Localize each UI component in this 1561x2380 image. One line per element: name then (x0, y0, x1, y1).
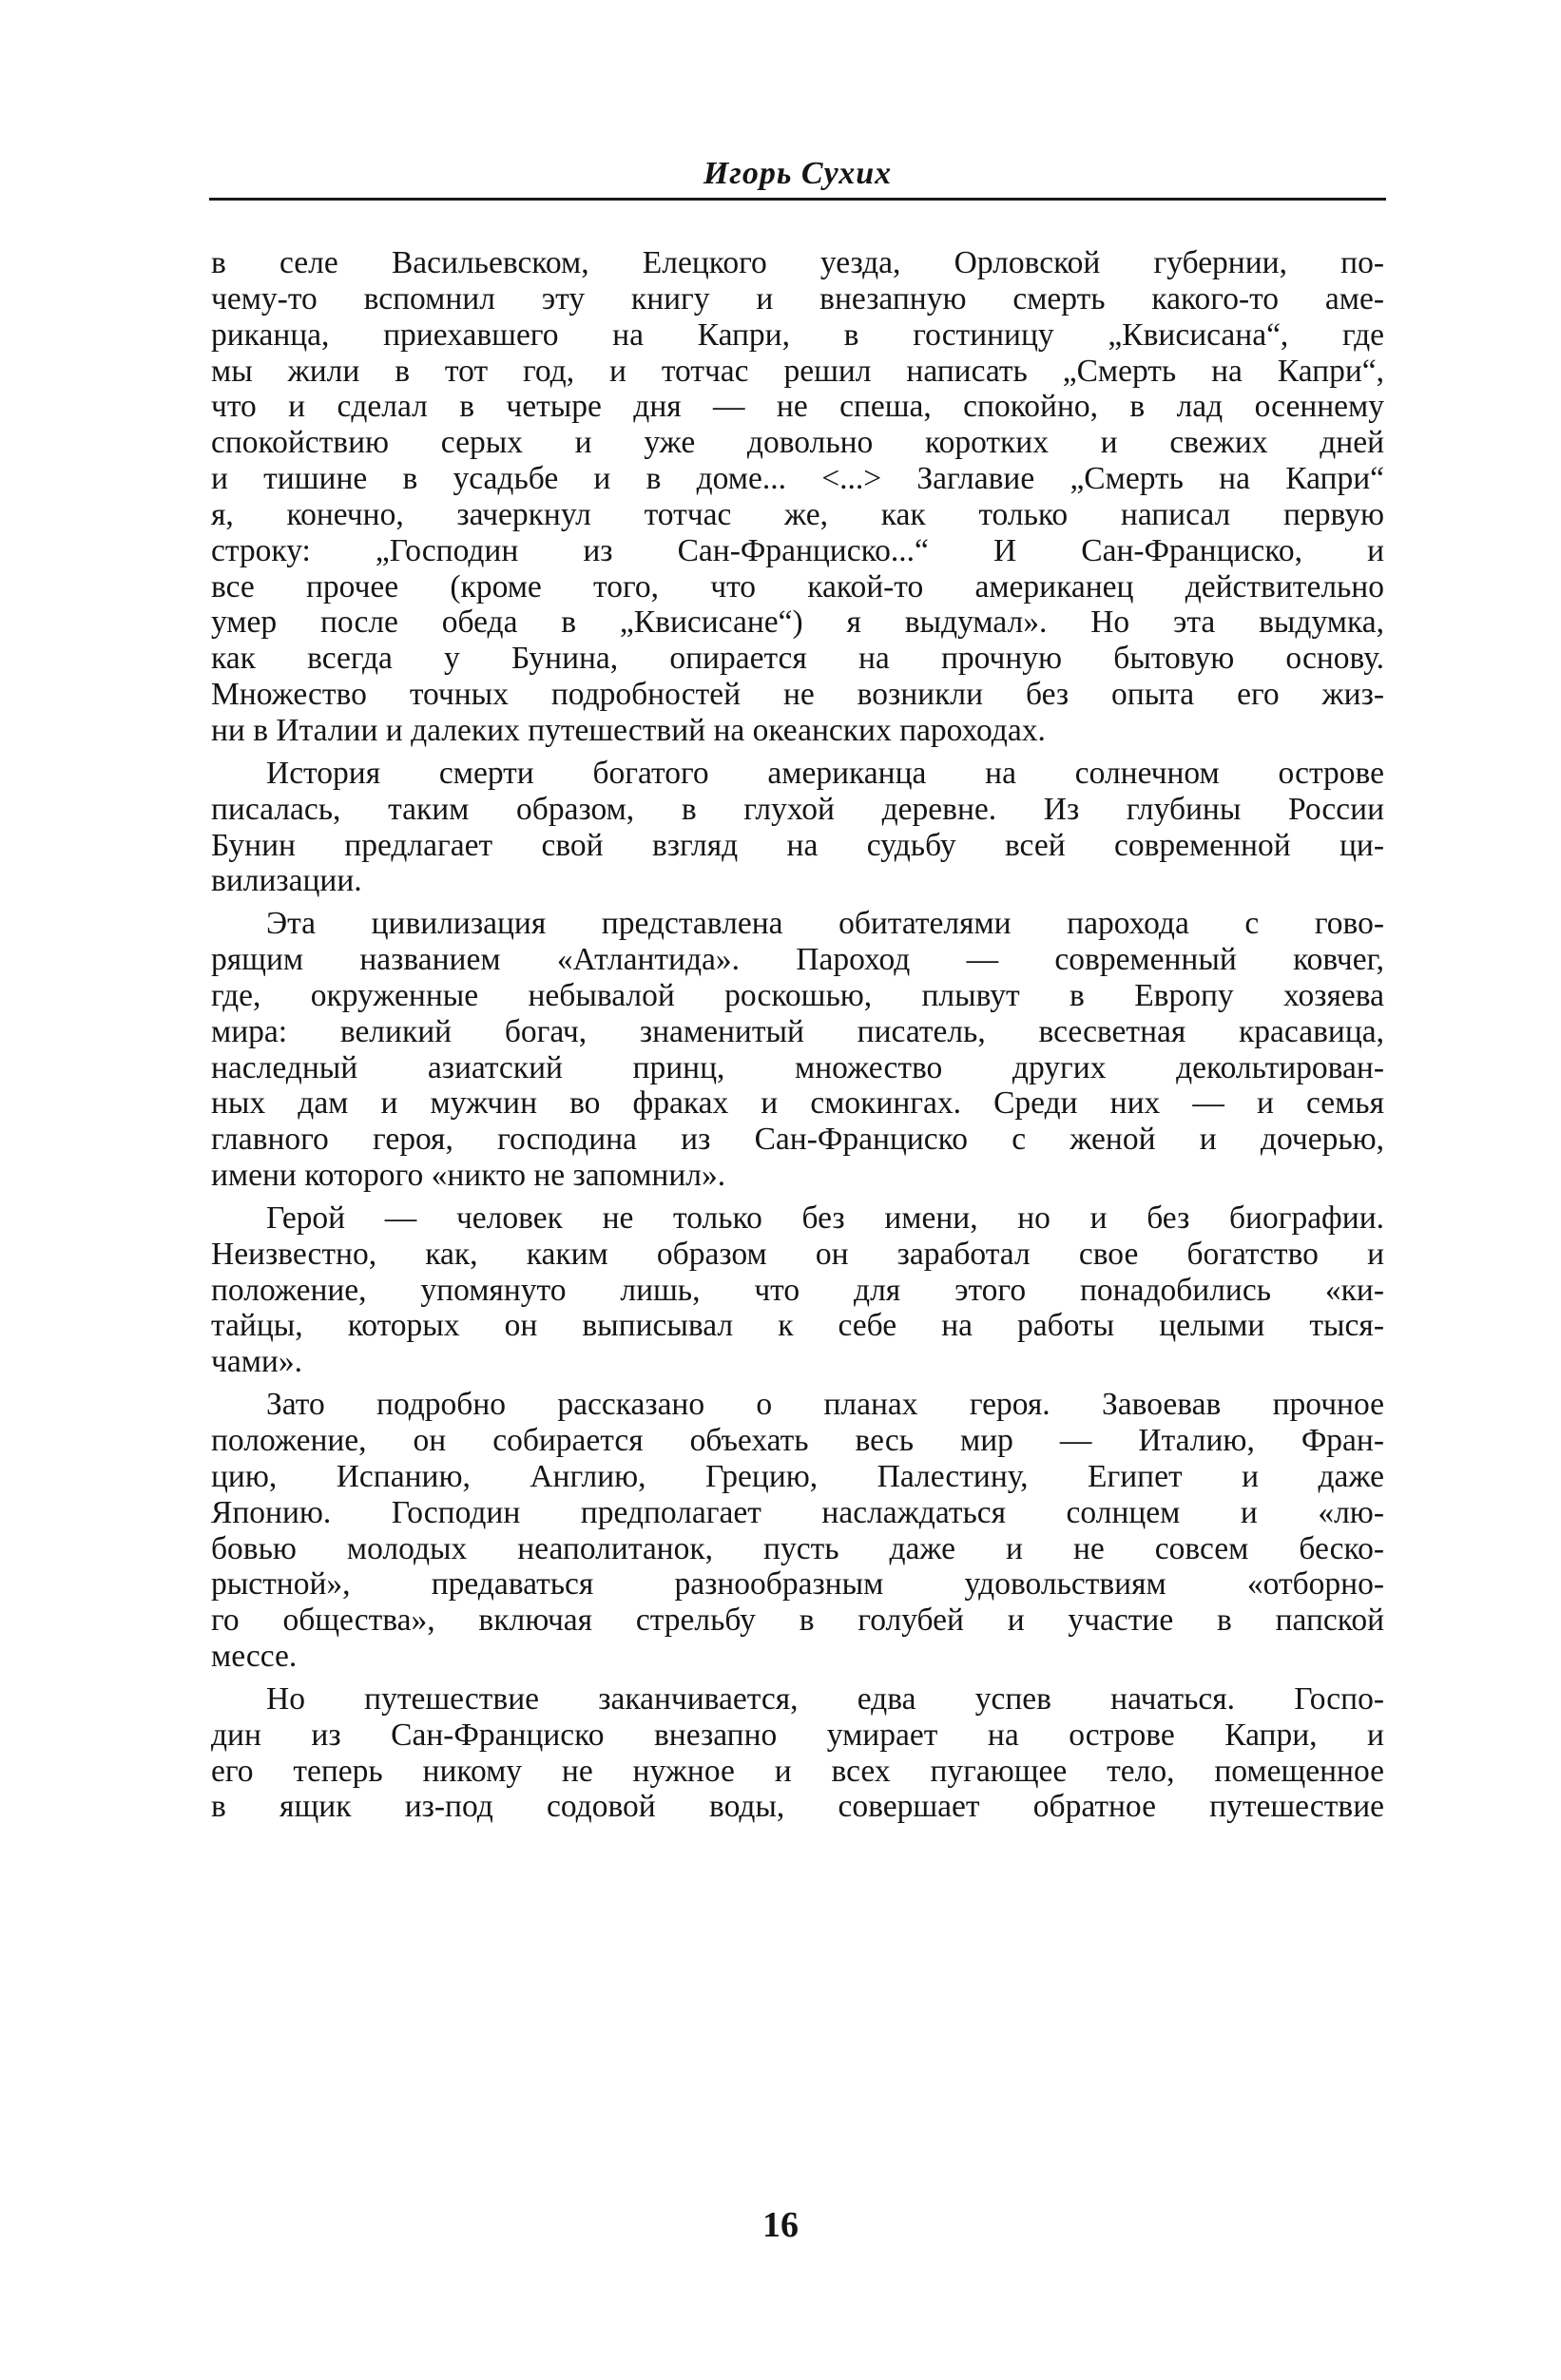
page-number: 16 (762, 2205, 799, 2245)
text-line: Но путешествие заканчивается, едва успев начаться. Госпо- (266, 1680, 1384, 1717)
text-line: Зато подробно рассказано о планах героя. Завоевав прочное (266, 1387, 1384, 1423)
paragraph (211, 1681, 1384, 1825)
text-line: имени которого «никто не запомнил». (211, 1158, 726, 1194)
text-line: го общества», включая стрельбу в голубей и участие в папской (211, 1603, 1384, 1639)
paragraph-gap (211, 899, 1384, 906)
text-line: все прочее (кроме того, что какой-то американец действительно (211, 568, 1384, 605)
running-head: Игорь Сухих (703, 156, 893, 191)
text-line: Множество точных подробностей не возникли без опыта его жиз- (211, 677, 1384, 713)
text-line: тайцы, которых он выписывал к себе на работы целыми тыся- (211, 1308, 1384, 1344)
text-line: Герой — человек не только без имени, но и без биографии. (266, 1200, 1384, 1236)
paragraph (211, 756, 1384, 899)
text-line: рыстной», предаваться разнообразным удовольствиям «отборно- (211, 1566, 1384, 1603)
text-line: Бунин предлагает свой взгляд на судьбу всей современной ци- (211, 827, 1384, 863)
text-line: я, конечно, зачеркнул тотчас же, как только написал первую (211, 496, 1384, 532)
paragraph (211, 1200, 1384, 1380)
text-line: писалась, таким образом, в глухой деревне. Из глубины России (211, 791, 1384, 827)
text-line: мы жили в тот год, и тотчас решил написать „Смерть на Капри“, (211, 353, 1384, 389)
text-line: чами». (211, 1344, 302, 1380)
text-line: Японию. Господин предполагает наслаждаться солнцем и «лю- (211, 1494, 1384, 1530)
body-text (211, 245, 1384, 1825)
paragraph-gap (211, 749, 1384, 756)
text-line: положение, он собирается объехать весь мир — Италию, Фран- (211, 1423, 1384, 1458)
paragraph-gap (211, 1675, 1384, 1681)
text-line: Эта цивилизация представлена обитателями парохода с гово- (266, 906, 1384, 942)
text-line: в ящик из-под содовой воды, совершает обратное путешествие (211, 1789, 1384, 1825)
paragraph (211, 245, 1384, 749)
text-line: дин из Сан-Франциско внезапно умирает на острове Капри, и (211, 1717, 1384, 1753)
text-line: спокойствию серых и уже довольно коротких и свежих дней (211, 425, 1384, 461)
paragraph (211, 1387, 1384, 1675)
text-line: положение, упомянуто лишь, что для этого понадобились «ки- (211, 1272, 1384, 1308)
paragraph-gap (211, 1194, 1384, 1200)
text-line: ных дам и мужчин во фраках и смокингах. Среди них — и семья (211, 1085, 1384, 1122)
text-line: его теперь никому не нужное и всех пугающее тело, помещенное (211, 1753, 1384, 1789)
text-line: ни в Италии и далеких путешествий на океанских пароходах. (211, 712, 1046, 748)
text-line: в селе Васильевском, Елецкого уезда, Орловской губернии, по- (211, 245, 1384, 280)
text-line: где, окруженные небывалой роскошью, плывут в Европу хозяева (211, 977, 1384, 1013)
text-line: цию, Испанию, Англию, Грецию, Палестину, Египет и даже (211, 1458, 1384, 1494)
text-line: наследный азиатский принц, множество других декольтирован- (211, 1049, 1384, 1085)
text-line: умер после обеда в „Квисисане“) я выдумал». Но эта выдумка, (211, 605, 1384, 641)
text-line: мессе. (211, 1639, 298, 1675)
text-line: бовью молодых неаполитанок, пусть даже и не совсем беско- (211, 1530, 1384, 1566)
text-line: как всегда у Бунина, опирается на прочную бытовую основу. (211, 641, 1384, 677)
paragraph-gap (211, 1380, 1384, 1387)
text-line: вилизации. (211, 863, 362, 899)
text-line: мира: великий богач, знаменитый писатель, всесветная красавица, (211, 1013, 1384, 1049)
text-line: главного героя, господина из Сан-Франциско с женой и дочерью, (211, 1122, 1384, 1158)
text-line: риканца, приехавшего на Капри, в гостиницу „Квисисана“, где (211, 317, 1384, 353)
text-line: строку: „Господин из Сан-Франциско...“ И Сан-Франциско, и (211, 532, 1384, 568)
text-line: Неизвестно, как, каким образом он заработал свое богатство и (211, 1236, 1384, 1272)
text-line: что и сделал в четыре дня — не спеша, спокойно, в лад осеннему (211, 389, 1384, 425)
text-line: и тишине в усадьбе и в доме... <...> Заглавие „Смерть на Капри“ (211, 461, 1384, 497)
text-line: рящим названием «Атлантида». Пароход — современный ковчег, (211, 942, 1384, 978)
text-line: чему-то вспомнил эту книгу и внезапную смерть какого-то аме- (211, 280, 1384, 317)
header-rule (209, 198, 1386, 201)
text-line: История смерти богатого американца на солнечном острове (266, 755, 1384, 791)
paragraph (211, 906, 1384, 1194)
